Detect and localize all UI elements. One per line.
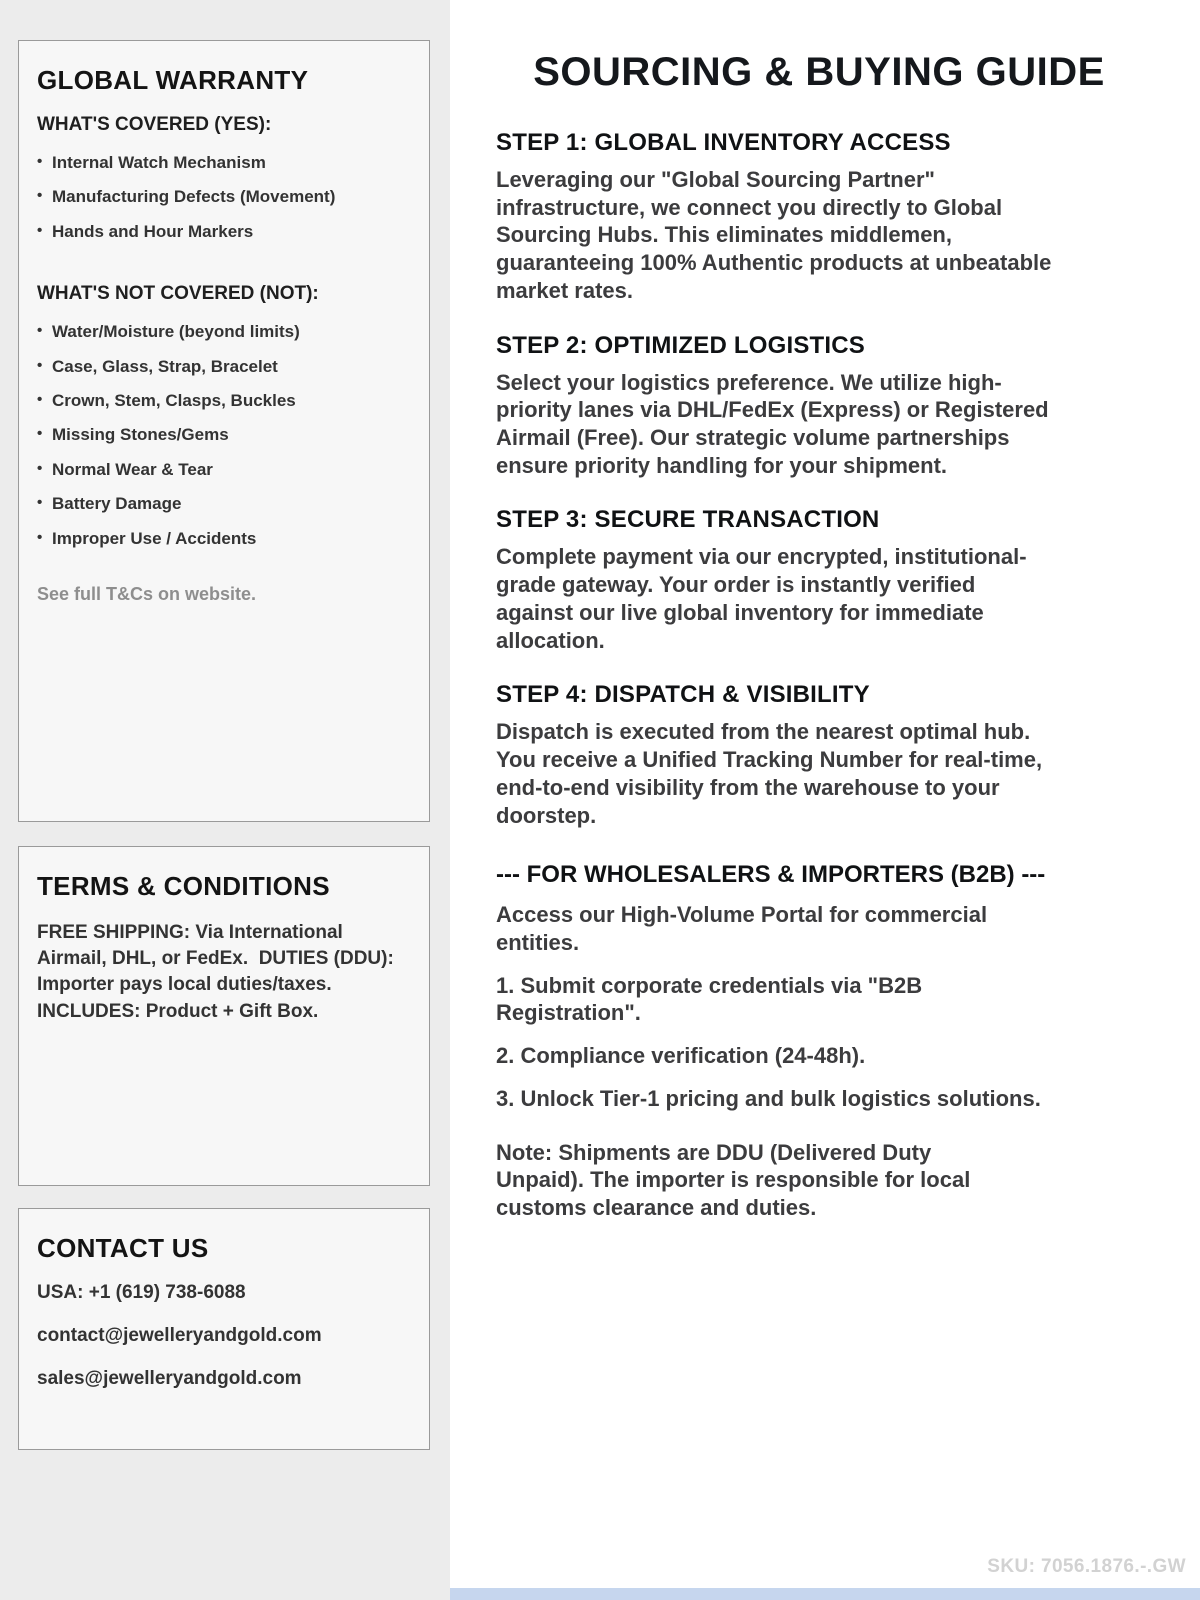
b2b-intro: Access our High-Volume Portal for commercial entities. [496, 902, 988, 955]
list-item: • Manufacturing Defects (Movement) [37, 180, 411, 214]
sku-label: SKU: 7056.1876.-.GW [987, 1556, 1186, 1577]
warranty-box [18, 40, 430, 822]
step-2-section [496, 332, 1142, 480]
step-2-body: Select your logistics preference. We utilize high-priority lanes via DHL/FedEx (Express) or Registered Airmail (Free). Our strategic volume partnerships ensure priority handling for your shipment. [496, 369, 1049, 478]
terms-body: FREE SHIPPING: Via International Airmail, DHL, or FedEx. DUTIES (DDU): Importer pays local duties/taxes. INCLUDES: Product + Gift Box. [37, 922, 400, 1022]
covered-list [37, 146, 411, 249]
terms-box [18, 846, 430, 1186]
not-covered-title: WHAT'S NOT COVERED (NOT): [37, 283, 319, 305]
list-item: • Water/Moisture (beyond limits) [37, 315, 411, 349]
step-3-heading: STEP 3: SECURE TRANSACTION [496, 506, 880, 534]
footer-accent-bar [450, 1588, 1200, 1600]
step-1-heading: STEP 1: GLOBAL INVENTORY ACCESS [496, 129, 951, 156]
step-1-section [496, 129, 1142, 305]
step-4-section [496, 681, 1142, 829]
list-item: • Missing Stones/Gems [37, 418, 411, 452]
b2b-step-2: 2. Compliance verification (24-48h). [496, 1043, 866, 1069]
main-content [450, 0, 1200, 1600]
step-2-heading: STEP 2: OPTIMIZED LOGISTICS [496, 331, 865, 359]
terms-title: TERMS & CONDITIONS [37, 871, 330, 901]
list-item: • Improper Use / Accidents [37, 522, 411, 556]
b2b-section [496, 861, 1142, 1221]
step-4-body: Dispatch is executed from the nearest optimal hub. You receive a Unified Tracking Number for real-time, end-to-end visibility from the warehouse to your doorstep. [496, 719, 1043, 828]
list-item: • Internal Watch Mechanism [37, 146, 411, 180]
step-3-body: Complete payment via our encrypted, institutional-grade gateway. Your order is instantly verified against our live global inventory for immediate allocation. [496, 544, 1027, 653]
warranty-footnote: See full T&Cs on website. [37, 583, 257, 604]
not-covered-list [37, 315, 411, 556]
sidebar [0, 0, 450, 1600]
b2b-step-3: 3. Unlock Tier-1 pricing and bulk logistics solutions. [496, 1085, 1041, 1111]
contact-box [18, 1208, 430, 1450]
step-3-section [496, 506, 1142, 654]
list-item: • Normal Wear & Tear [37, 453, 411, 487]
page-title: SOURCING & BUYING GUIDE [533, 50, 1105, 94]
b2b-note: Note: Shipments are DDU (Delivered Duty Unpaid). The importer is responsible for local customs clearance and duties. [496, 1139, 971, 1220]
b2b-heading: --- FOR WHOLESALERS & IMPORTERS (B2B) --- [496, 861, 1046, 889]
contact-email-primary: contact@jewelleryandgold.com [37, 1325, 322, 1346]
covered-title: WHAT'S COVERED (YES): [37, 114, 272, 135]
list-item: • Hands and Hour Markers [37, 215, 411, 249]
contact-title: CONTACT US [37, 1233, 209, 1263]
list-item: • Battery Damage [37, 487, 411, 521]
list-item: • Crown, Stem, Clasps, Buckles [37, 384, 411, 418]
list-item: • Case, Glass, Strap, Bracelet [37, 350, 411, 384]
contact-email-sales: sales@jewelleryandgold.com [37, 1368, 302, 1389]
b2b-step-1: 1. Submit corporate credentials via "B2B Registration". [496, 972, 923, 1026]
contact-phone: USA: +1 (619) 738-6088 [37, 1282, 246, 1303]
step-4-heading: STEP 4: DISPATCH & VISIBILITY [496, 681, 870, 709]
step-1-body: Leveraging our "Global Sourcing Partner" infrastructure, we connect you directly to Global Sourcing Hubs. This eliminates middlemen, guaranteeing 100% Authentic products at unbeatable market rates. [496, 167, 1052, 303]
warranty-title: GLOBAL WARRANTY [37, 65, 309, 95]
